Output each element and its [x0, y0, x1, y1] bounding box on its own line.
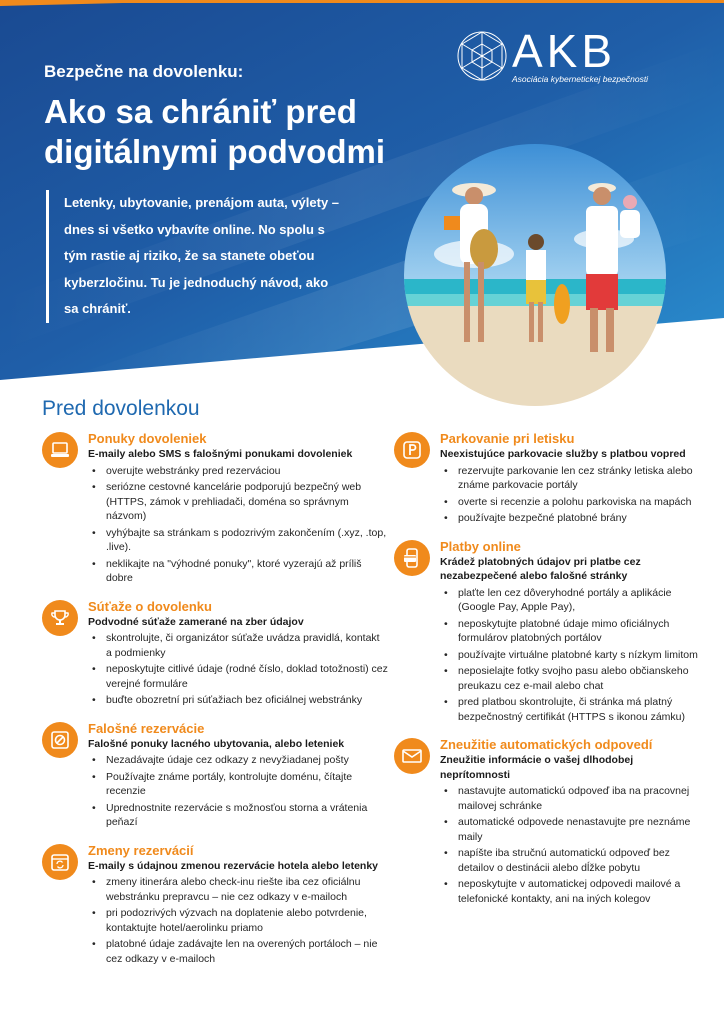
hero-kicker: Bezpečne na dovolenku:: [44, 62, 244, 81]
tip-title: Platby online: [440, 538, 521, 554]
blocked-icon: [42, 722, 78, 758]
parking-icon: [394, 432, 430, 468]
list-item: • pred platbou skontrolujte, či stránka má platný bezpečnostný certifikát (HTTPS s ikonou zámku): [442, 695, 704, 724]
list-item: • platobné údaje zadávajte len na overených portáloch – nie cez odkazy v e-mailoch: [90, 937, 388, 966]
tip-list: [90, 631, 388, 708]
tip-list: [442, 784, 704, 906]
tip-subtitle: E-maily s údajnou zmenou rezervácie hotela alebo letenky: [88, 859, 379, 872]
list-item: • Používajte známe portály, kontrolujte doménu, čítajte recenzie: [90, 770, 388, 799]
tip-subtitle: Zneužitie informácie o vašej dlhodobej neprítomnosti: [440, 754, 634, 781]
tip-subtitle: Neexistujúce parkovacie služby s platbou vopred: [440, 448, 686, 460]
globe-mesh-icon: [456, 30, 508, 82]
tip-subtitle: E-maily alebo SMS s falošnými ponukami dovoleniek: [88, 448, 353, 460]
tip-subtitle: Podvodné súťaže zamerané na zber údajov: [88, 615, 304, 628]
list-item: • skontrolujte, či organizátor súťaže uvádza pravidlá, kontakt a podmienky: [90, 631, 388, 660]
tip-title: Falošné rezervácie: [88, 720, 205, 736]
tip-list: [442, 586, 704, 725]
tip-list: [442, 464, 704, 526]
list-item: • automatické odpovede nenastavujte pre neznáme maily: [442, 815, 704, 844]
tip-title: Ponuky dovoleniek: [88, 431, 207, 446]
tip-subtitle: Falošné ponuky lacného ubytovania, alebo leteniek: [88, 737, 345, 750]
list-item: • neklikajte na "výhodné ponuky", ktoré vyzerajú až príliš dobre: [90, 557, 388, 586]
envelope-icon: [394, 738, 430, 774]
list-item: • seriózne cestovné kancelárie podporujú bezpečný web (HTTPS, zámok v prehliadači, doména so správnym názvom): [90, 480, 388, 524]
family-beach-photo: [404, 144, 666, 406]
intro-box: [46, 190, 346, 323]
tip-subtitle: Krádež platobných údajov pri platbe cez nezabezpečené alebo falošné stránky: [440, 555, 641, 582]
tip-list: [90, 753, 388, 830]
list-item: • neposkytujte v automatickej odpovedi mailové a telefonické kontakty, ani na iných kolegov: [442, 877, 704, 906]
list-item: • overujte webstránky pred rezerváciou: [90, 464, 388, 479]
list-item: • zmeny itinerára alebo check-inu riešte iba cez oficiálnu webstránku prepravcu – nie cez odkazy v e-mailoch: [90, 875, 388, 904]
list-item: • neposielajte fotky svojho pasu alebo občianskeho preukazu cez e-mail alebo chat: [442, 664, 704, 693]
list-item: • buďte obozretní pri súťažiach bez oficiálnej webstránky: [90, 693, 388, 708]
list-item: • Uprednostnite rezervácie s možnosťou storna a vrátenia peňazí: [90, 801, 388, 830]
tip-block: [394, 430, 704, 526]
list-item: • plaťte len cez dôveryhodné portály a aplikácie (Google Pay, Apple Pay),: [442, 586, 704, 615]
tip-title: Súťaže o dovolenku: [88, 598, 212, 614]
tip-list: [90, 464, 388, 586]
list-item: • vyhýbajte sa stránkam s podozrivým zakončením (.xyz, .top, .live).: [90, 526, 388, 555]
hero-banner: [0, 0, 724, 410]
tip-title: Parkovanie pri letisku: [440, 431, 575, 446]
page-title: Ako sa chrániť pred digitálnymi podvodmi: [44, 93, 386, 170]
tip-block: [42, 430, 388, 586]
tip-title: Zmeny rezervácií: [88, 842, 194, 858]
list-item: • rezervujte parkovanie len cez stránky letiska alebo známe parkovacie portály: [442, 464, 704, 493]
section-title: Pred dovolenkou: [42, 397, 200, 420]
left-column: [42, 430, 388, 978]
tip-block: [42, 842, 388, 967]
akb-logo: [456, 25, 696, 90]
list-item: • napíšte iba stručnú automatickú odpoveď bez detailov o destinácii alebo dĺžke pobytu: [442, 846, 704, 875]
tip-title: Zneužitie automatických odpovedí: [440, 737, 653, 752]
tip-list: [90, 875, 388, 966]
logo-subtitle: Asociácia kybernetickej bezpečnosti: [512, 74, 649, 84]
tip-block: [42, 720, 388, 830]
list-item: • overte si recenzie a polohu parkoviska na mapách: [442, 495, 704, 510]
list-item: • používajte virtuálne platobné karty s nízkym limitom: [442, 648, 704, 663]
trophy-icon: [42, 600, 78, 636]
logo-text: AKB: [512, 25, 617, 77]
right-column: [394, 430, 704, 918]
calendar-change-icon: [42, 844, 78, 880]
list-item: • neposkytujte platobné údaje mimo oficiálnych formulárov platobných portálov: [442, 617, 704, 646]
list-item: • používajte bezpečné platobné brány: [442, 511, 704, 526]
list-item: • pri podozrivých výzvach na doplatenie alebo potvrdenie, kontaktujte hotel/aerolinku priamo: [90, 906, 388, 935]
list-item: • neposkytujte citlivé údaje (rodné číslo, doklad totožnosti) cez verejné formuláre: [90, 662, 388, 691]
tip-block: [42, 598, 388, 708]
payment-icon: [394, 540, 430, 576]
tip-block: [394, 538, 704, 725]
laptop-icon: [42, 432, 78, 468]
list-item: • Nezadávajte údaje cez odkazy z nevyžiadanej pošty: [90, 753, 388, 768]
tip-block: [394, 736, 704, 906]
intro-text: Letenky, ubytovanie, prenájom auta, výlety – dnes si všetko vybavíte online. No spolu s tým rastie aj riziko, že sa stanete obeťou kyberzločinu. Tu je jednoduchý návod, ako sa chrániť.: [64, 195, 340, 316]
list-item: • nastavujte automatickú odpoveď iba na pracovnej mailovej schránke: [442, 784, 704, 813]
